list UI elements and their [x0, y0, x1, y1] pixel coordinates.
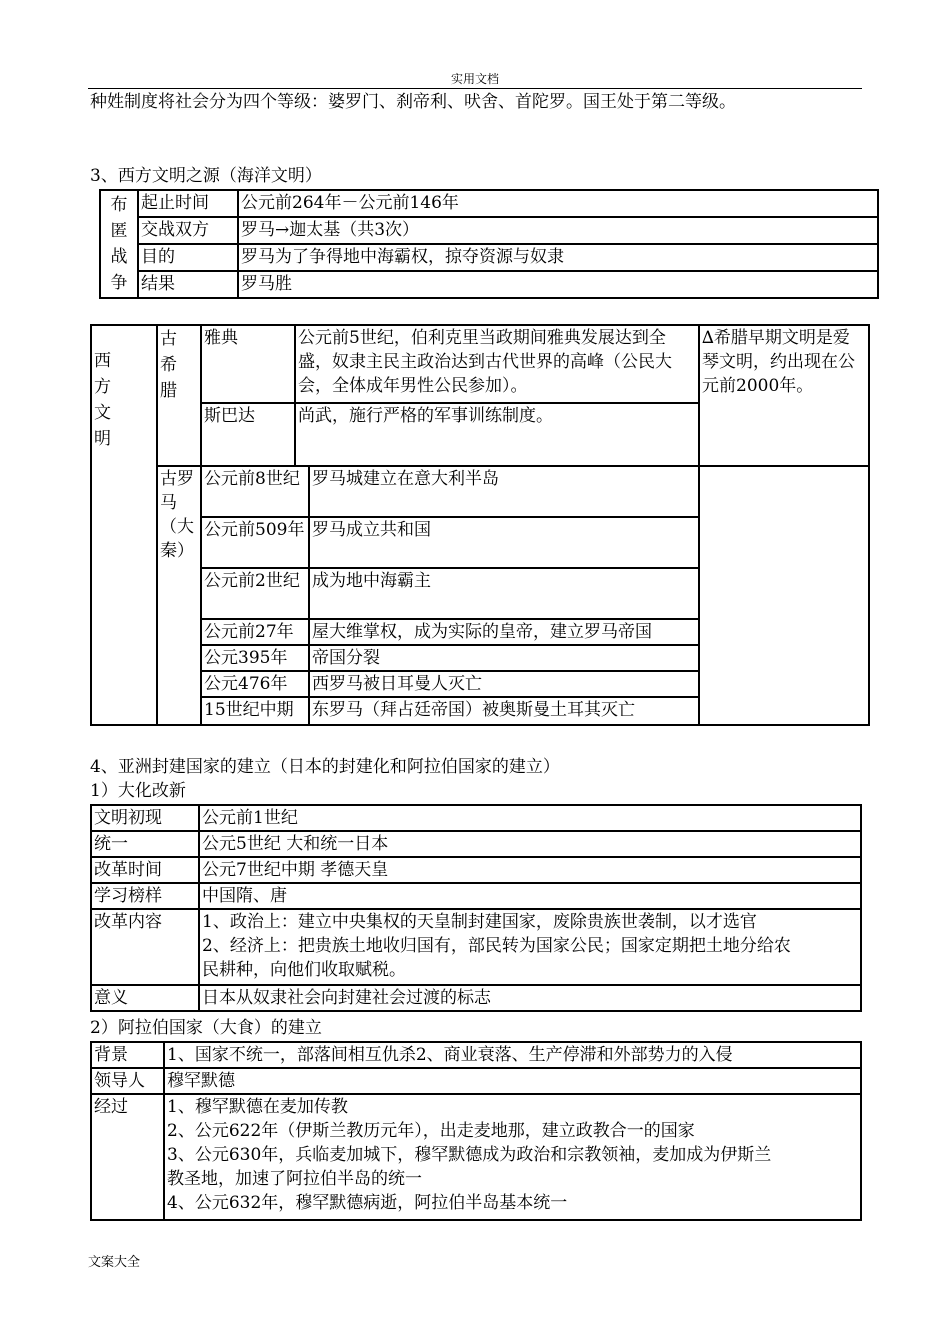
- rome-time: 公元前8世纪: [201, 466, 309, 517]
- rome-label-text: 古罗马（大秦）: [160, 469, 194, 561]
- athens-label: 雅典: [201, 325, 295, 403]
- sparta-label: 斯巴达: [201, 403, 295, 466]
- punic-wars-table: [99, 189, 879, 299]
- punic-value: 罗马为了争得地中海霸权，掠夺资源与奴隶: [238, 244, 878, 271]
- punic-value: 公元前264年－公元前146年: [238, 190, 878, 217]
- taika-value: 公元前1世纪: [199, 805, 861, 831]
- greece-label-text: 古希腊: [160, 329, 177, 401]
- western-civ-label: [91, 325, 157, 725]
- arab-state-table: [90, 1041, 862, 1221]
- rome-time: 公元前509年: [201, 517, 309, 568]
- taika-key: 文明初现: [91, 805, 199, 831]
- aegean-note: ∆希腊早期文明是爱琴文明，约出现在公元前2000年。: [699, 325, 869, 466]
- arab-background: 1、国家不统一，部落间相互仇杀2、商业衰落、生产停滞和外部势力的入侵: [164, 1042, 861, 1068]
- punic-key: 目的: [138, 244, 238, 271]
- taika-key: 改革时间: [91, 857, 199, 883]
- section4-title: 4、亚洲封建国家的建立（日本的封建化和阿拉伯国家的建立）: [90, 757, 560, 777]
- arab-process: [164, 1094, 861, 1220]
- rome-event: 成为地中海霸主: [309, 568, 699, 619]
- rome-time: 公元前2世纪: [201, 568, 309, 619]
- arab-key: 领导人: [91, 1068, 164, 1094]
- punic-value: 罗马→迦太基（共3次）: [238, 217, 878, 244]
- rome-event: 罗马成立共和国: [309, 517, 699, 568]
- punic-wars-label: 布匿战争: [100, 190, 138, 298]
- rome-blank-cell: [699, 466, 869, 725]
- rome-label: [157, 466, 201, 725]
- sparta-text: 尚武，施行严格的军事训练制度。: [295, 403, 699, 466]
- arab-key: 背景: [91, 1042, 164, 1068]
- header-rule: [88, 88, 862, 89]
- taika-reform-content: [199, 909, 861, 985]
- taika-value: 中国隋、唐: [199, 883, 861, 909]
- taika-value: 日本从奴隶社会向封建社会过渡的标志: [199, 985, 861, 1011]
- arab-key: 经过: [91, 1094, 164, 1220]
- punic-key: 起止时间: [138, 190, 238, 217]
- reform-line: 2、经济上：把贵族土地收归国有，部民转为国家公民；国家定期把土地分给农: [202, 936, 791, 956]
- taika-key: 学习榜样: [91, 883, 199, 909]
- page-footer: 文案大全: [88, 1255, 141, 1270]
- arab-title: 2）阿拉伯国家（大食）的建立: [90, 1018, 322, 1038]
- taika-key: 改革内容: [91, 909, 199, 985]
- caste-text: 种姓制度将社会分为四个等级：婆罗门、刹帝利、吠舍、首陀罗。国王处于第二等级。: [90, 92, 736, 112]
- punic-value: 罗马胜: [238, 271, 878, 298]
- rome-time: 15世纪中期: [201, 697, 309, 725]
- punic-key: 结果: [138, 271, 238, 298]
- process-line: 1、穆罕默德在麦加传教: [167, 1097, 348, 1117]
- taika-key: 意义: [91, 985, 199, 1011]
- process-line: 教圣地，加速了阿拉伯半岛的统一: [167, 1169, 422, 1189]
- taika-value: 公元5世纪 大和统一日本: [199, 831, 861, 857]
- western-civ-label-text: 西方文明: [94, 351, 111, 449]
- rome-event: 东罗马（拜占廷帝国）被奥斯曼土耳其灭亡: [309, 697, 699, 725]
- section3-title: 3、西方文明之源（海洋文明）: [90, 166, 322, 186]
- rome-time: 公元前27年: [201, 619, 309, 645]
- reform-line: 民耕种，向他们收取赋税。: [202, 960, 406, 980]
- taika-key: 统一: [91, 831, 199, 857]
- taika-reform-table: [90, 804, 862, 1012]
- taika-value: 公元7世纪中期 孝德天皇: [199, 857, 861, 883]
- rome-time: 公元395年: [201, 645, 309, 671]
- process-line: 3、公元630年，兵临麦加城下，穆罕默德成为政治和宗教领袖，麦加成为伊斯兰: [167, 1145, 772, 1165]
- rome-event: 屋大维掌权，成为实际的皇帝，建立罗马帝国: [309, 619, 699, 645]
- athens-text: 公元前5世纪，伯利克里当政期间雅典发展达到全盛，奴隶主民主政治达到古代世界的高峰（公民大会，全体成年男性公民参加）。: [295, 325, 699, 403]
- rome-event: 西罗马被日耳曼人灭亡: [309, 671, 699, 697]
- greece-label: [157, 325, 201, 466]
- reform-line: 1、政治上：建立中央集权的天皇制封建国家，废除贵族世袭制，以才选官: [202, 912, 757, 932]
- arab-leader: 穆罕默德: [164, 1068, 861, 1094]
- page-header: 实用文档: [450, 72, 499, 86]
- rome-event: 帝国分裂: [309, 645, 699, 671]
- taika-title: 1）大化改新: [90, 781, 186, 801]
- process-line: 2、公元622年（伊斯兰教历元年），出走麦地那，建立政教合一的国家: [167, 1121, 695, 1141]
- rome-time: 公元476年: [201, 671, 309, 697]
- punic-key: 交战双方: [138, 217, 238, 244]
- rome-event: 罗马城建立在意大利半岛: [309, 466, 699, 517]
- process-line: 4、公元632年，穆罕默德病逝，阿拉伯半岛基本统一: [167, 1193, 568, 1213]
- western-civilization-table: [90, 324, 870, 726]
